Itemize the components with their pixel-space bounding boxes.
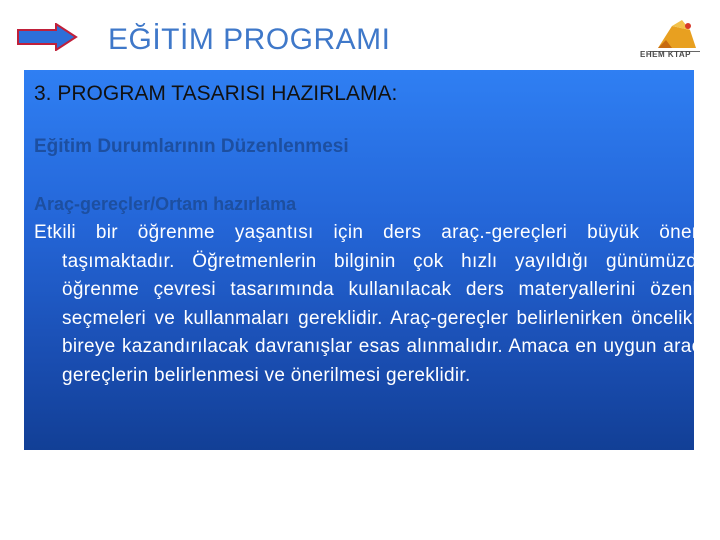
section-heading: 3. PROGRAM TASARISI HAZIRLAMA: (34, 82, 398, 105)
topic-title: Araç-gereçler/Ortam hazırlama (34, 194, 297, 214)
subheading: Eğitim Durumlarının Düzenlenmesi (34, 136, 349, 157)
content-panel (24, 70, 708, 450)
body-paragraph: Etkili bir öğrenme yaşantısı için ders araç.-gereçleri büyük önem taşımaktadır. Öğretmenlerin bilginin çok hızlı yayıldığı günümüzde öğrenme çevresi tasarımında kullanılacak ders materyallerini özenle seçmeleri ve kullanmaları gereklidir. Araç-gereçler belirlenirken öncelikle bireye kazandırılacak davranışlar esas alınmalıdır. Amaca en uygun araç-gereçlerin belirlenmesi ve önerilmesi gereklidir. (34, 222, 708, 386)
ehem-ktap-logo (638, 18, 708, 68)
slide-title: EĞİTİM PROGRAMI (108, 23, 391, 56)
logo-text: EHEM KTAP (640, 50, 692, 59)
right-arrow-icon (16, 23, 78, 51)
